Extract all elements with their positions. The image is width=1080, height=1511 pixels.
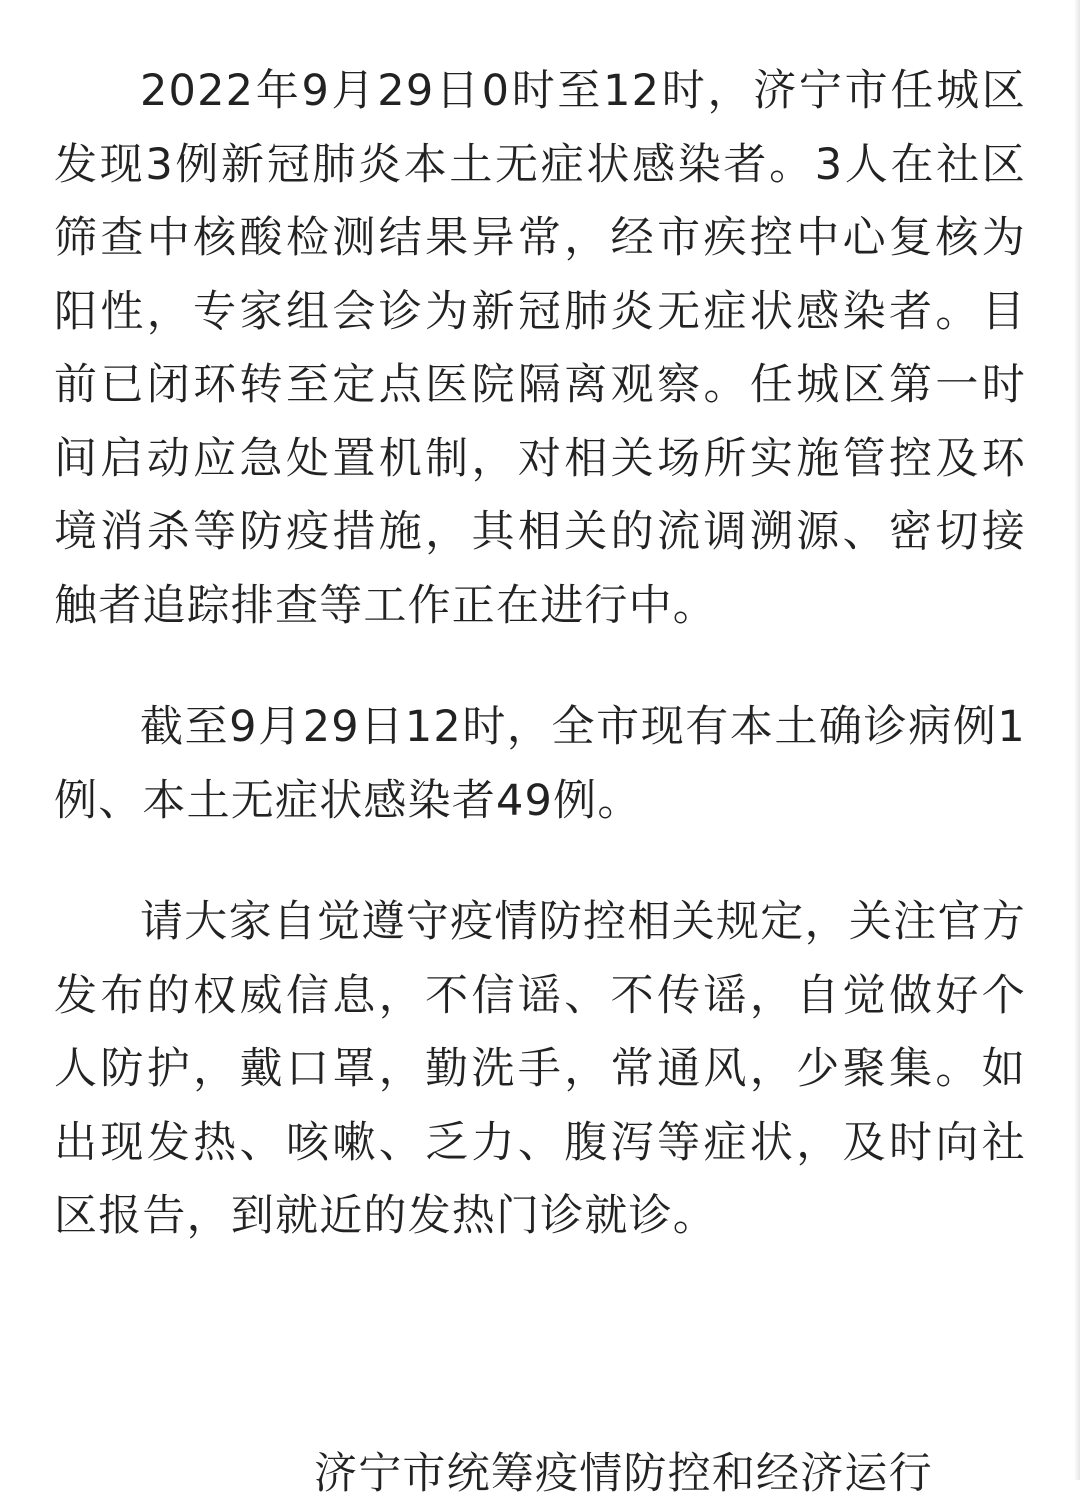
- article-body: [54, 55, 1026, 1302]
- paragraph-case-report: 2022年9月29日0时至12时，济宁市任城区发现3例新冠肺炎本土无症状感染者。3人在社区筛查中核酸检测结果异常，经市疾控中心复核为阳性，专家组会诊为新冠肺炎无症状感染者。目前已闭环转至定点医院隔离观察。任城区第一时间启动应急处置机制，对相关场所实施管控及环境消杀等防疫措施，其相关的流调溯源、密切接触者追踪排查等工作正在进行中。: [54, 66, 1026, 631]
- page-edge-shadow: [1074, 0, 1080, 1480]
- signature-line-cut-off: 济宁市统筹疫情防控和经济运行: [314, 1449, 933, 1499]
- paragraph-public-advice: 请大家自觉遵守疫情防控相关规定，关注官方发布的权威信息，不信谣、不传谣，自觉做好个人防护，戴口罩，勤洗手，常通风，少聚集。如出现发热、咳嗽、乏力、腹泻等症状，及时向社区报告，到就近的发热门诊就诊。: [54, 897, 1026, 1241]
- paragraph-city-total: 截至9月29日12时，全市现有本土确诊病例1例、本土无症状感染者49例。: [54, 702, 1026, 826]
